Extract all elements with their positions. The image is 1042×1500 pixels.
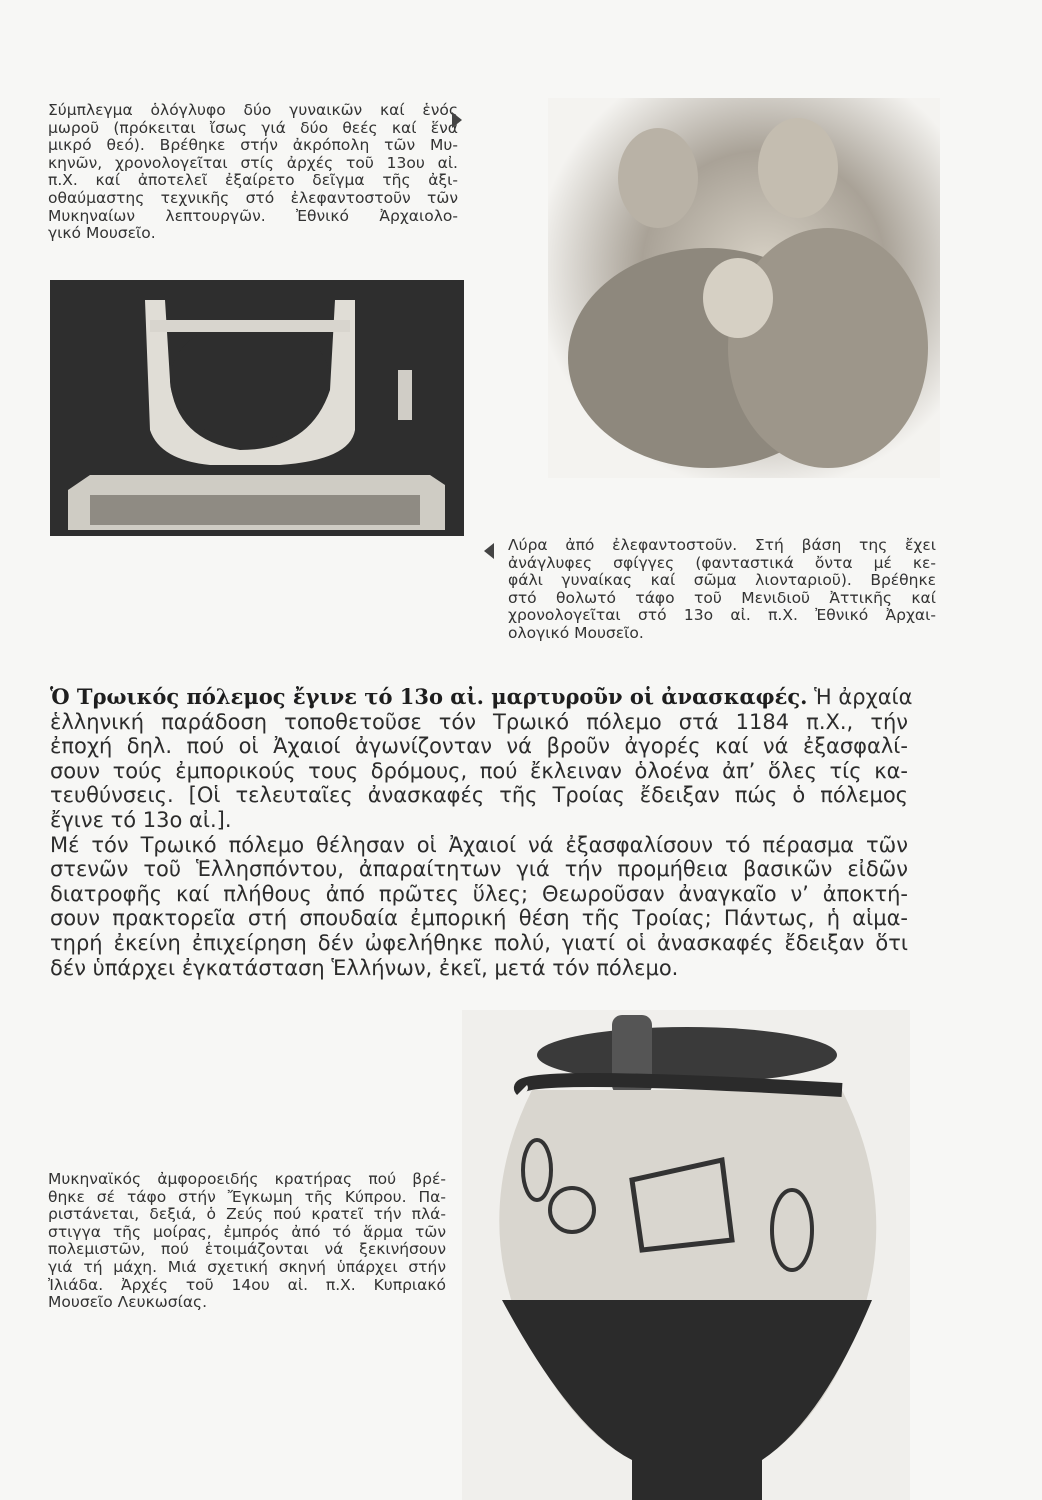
caption-line: μικρό θεό). Βρέθηκε στήν ἀκρόπολη τῶν Μυ- [48, 136, 458, 155]
krater-photo [462, 1010, 910, 1500]
article-line: διατροφῆς καί πλήθους ἀπό πρῶτες ὕλες; Θεωροῦσαν ἀναγκαῖο ν’ ἀποκτή- [50, 881, 908, 906]
article-line: ἔγινε τό 13ο αἰ.]. [50, 807, 232, 832]
figurines-caption [48, 102, 458, 243]
lyre-illustration [50, 280, 464, 536]
article-line: ἑλληνική παράδοση τοποθετοῦσε τόν Τρωικό πόλεμο στά 1184 π.Χ., τήν [50, 709, 908, 734]
article-line: σουν τούς ἐμπορικούς τους δρόμους, πού ἔκλειναν ὁλοένα ἀπ’ ὅλες τίς κα- [50, 758, 908, 783]
krater-illustration [462, 1010, 910, 1500]
caption-line: Μυκηναίων λεπτουργῶν. Ἐθνικό Ἀρχαιολο- [48, 206, 458, 225]
caption-line: Λύρα ἀπό ἐλεφαντοστοῦν. Στή βάση της ἔχει [508, 536, 936, 554]
caption-line: γικό Μουσεῖο. [48, 224, 156, 243]
figurines-illustration [548, 98, 940, 478]
caption-line: Ἰλιάδα. Ἀρχές τοῦ 14ου αἰ. π.Χ. Κυπριακό [48, 1275, 446, 1294]
article-line: Μέ τόν Τρωικό πόλεμο θέλησαν οἱ Ἀχαιοί νά ἐξασφαλίσουν τό πέρασμα τῶν [50, 832, 908, 857]
caption-line: Μουσεῖο Λευκωσίας. [48, 1293, 208, 1312]
caption-line: κηνῶν, χρονολογεῖται στίς ἀρχές τοῦ 13ου αἰ. [48, 153, 458, 172]
caption-line: π.Χ. καί ἀποτελεῖ ἐξαίρετο δεῖγμα τῆς ἀξι- [48, 171, 458, 190]
pointer-left-icon [484, 543, 494, 559]
article-line: ἐποχή δηλ. πού οἱ Ἀχαιοί ἀγωνίζονταν νά βροῦν ἀγορές καί νά ἐξασφαλί- [50, 734, 908, 759]
ivory-lyre-photo [50, 280, 464, 536]
article-heading-tail: Ἡ ἀρχαία [807, 685, 913, 709]
article-heading: Ὁ Τρωικός πόλεμος ἔγινε τό 13ο αἰ. μαρτυροῦν οἱ ἀνασκαφές. [50, 684, 808, 709]
caption-line: ἀνάγλυφες σφίγγες (φανταστικά ὄντα μέ κε- [508, 553, 936, 572]
article-line: στενῶν τοῦ Ἑλλησπόντου, ἀπαραίτητων γιά τήν προμήθεια βασικῶν εἰδῶν [50, 857, 908, 882]
caption-line: Σύμπλεγμα ὁλόγλυφο δύο γυναικῶν καί ἑνός [48, 101, 458, 119]
article-line: τευθύνσεις. [Οἱ τελευταῖες ἀνασκαφές τῆς Τροίας ἔδειξαν πώς ὁ πόλεμος [50, 783, 908, 808]
ivory-figurines-photo [548, 98, 940, 478]
caption-line: πολεμιστῶν, πού ἑτοιμάζονται νά ξεκινήσουν [48, 1240, 446, 1259]
pointer-right-icon [452, 112, 462, 128]
article-line: τηρή ἐκείνη ἐπιχείρηση δέν ὠφελήθηκε πολύ, γιατί οἱ ἀνασκαφές ἔδειξαν ὅτι [50, 930, 908, 955]
caption-line: θηκε σέ τάφο στήν Ἔγκωμη τῆς Κύπρου. Πα- [48, 1187, 446, 1206]
caption-line: Μυκηναϊκός ἀμφοροειδής κρατήρας πού βρέ- [48, 1170, 446, 1188]
caption-line: ολογικό Μουσεῖο. [508, 623, 644, 642]
lyre-caption [508, 537, 936, 643]
caption-line: στιγγα τῆς μοίρας, ἐμπρός ἀπό τό ἅρμα τῶν [48, 1222, 446, 1241]
caption-line: γιά τή μάχη. Μιά σχετική σκηνή ὑπάρχει στήν [48, 1257, 446, 1276]
article-line: δέν ὑπάρχει ἐγκατάσταση Ἑλλήνων, ἐκεῖ, μετά τόν πόλεμο. [50, 955, 679, 980]
caption-line: χρονολογεῖται στό 13ο αἰ. π.Χ. Ἐθνικό Ἀρχαι- [508, 606, 936, 625]
caption-line: ριστάνεται, δεξιά, ὁ Ζεύς πού κρατεῖ τήν πλά- [48, 1205, 446, 1224]
caption-line: στό θολωτό τάφο τοῦ Μενιδιοῦ Ἀττικῆς καί [508, 588, 936, 607]
caption-line: μωροῦ (πρόκειται ἴσως γιά δύο θεές καί ἕνα [48, 118, 458, 137]
krater-caption [48, 1171, 446, 1312]
article-line: σουν πρακτορεῖα στή σπουδαία ἐμπορική θέση τῆς Τροίας; Πάντως, ἡ αἱμα- [50, 906, 908, 931]
article-heading-line [50, 684, 913, 710]
caption-line: οθαύμαστης τεχνικῆς στό ἐλεφαντοστοῦν τῶν [48, 188, 458, 207]
caption-line: φάλι γυναίκας καί σῶμα λιονταριοῦ). Βρέθηκε [508, 571, 936, 590]
article-body [50, 684, 913, 980]
